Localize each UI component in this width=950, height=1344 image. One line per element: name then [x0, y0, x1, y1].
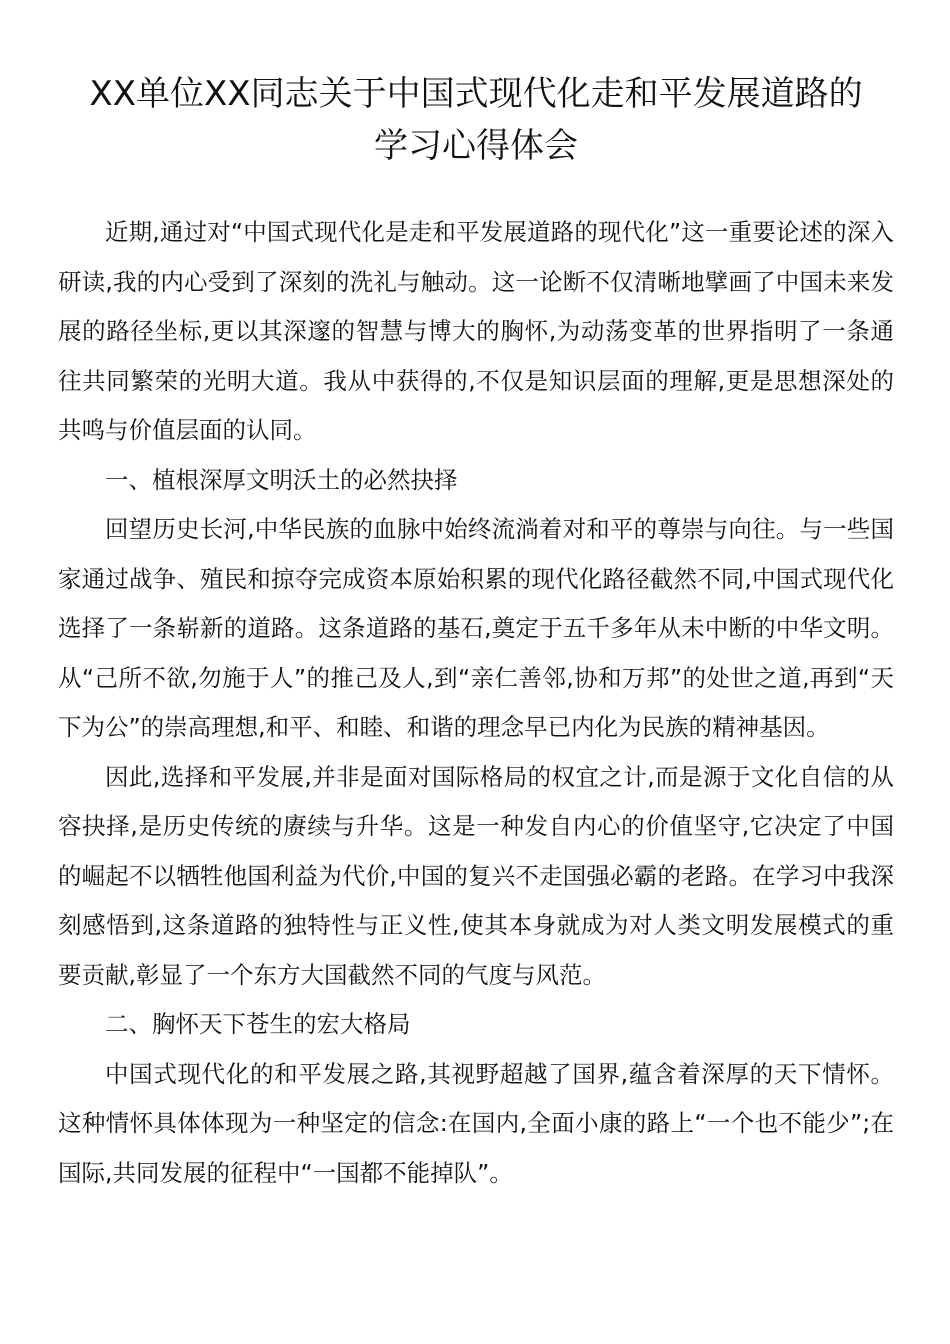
title-line-1: XX单位XX同志关于中国式现代化走和平发展道路的	[89, 74, 863, 114]
paragraph-intro: 近期,通过对“中国式现代化是走和平发展道路的现代化”这一重要论述的深入研读,我的内心受到了深刻的洗礼与触动。这一论断不仅清晰地擘画了中国未来发展的路径坐标,更以其深邃的智慧与博大的胸怀,为动荡变革的世界指明了一条通往共同繁荣的光明大道。我从中获得的,不仅是知识层面的理解,更是思想深处的共鸣与价值层面的认同。	[58, 218, 894, 444]
paragraph-section-1-a: 回望历史长河,中华民族的血脉中始终流淌着对和平的尊崇与向往。与一些国家通过战争、殖民和掠夺完成资本原始积累的现代化路径截然不同,中国式现代化选择了一条崭新的道路。这条道路的基石,奠定于五千多年从未中断的中华文明。从“己所不欲,勿施于人”的推己及人,到“亲仁善邻,协和万邦”的处世之道,再到“天下为公”的崇高理想,和平、和睦、和谐的理念早已内化为民族的精神基因。	[58, 515, 894, 741]
document-title	[58, 68, 894, 172]
section-heading-1: 一、植根深厚文明沃土的必然抉择	[105, 465, 458, 494]
title-line-2: 学习心得体会	[374, 126, 578, 166]
paragraph-section-1-b: 因此,选择和平发展,并非是面对国际格局的权宜之计,而是源于文化自信的从容抉择,是历史传统的赓续与升华。这是一种发自内心的价值坚守,它决定了中国的崛起不以牺牲他国利益为代价,中国的复兴不走国强必霸的老路。在学习中我深刻感悟到,这条道路的独特性与正义性,使其本身就成为对人类文明发展模式的重要贡献,彰显了一个东方大国截然不同的气度与风范。	[58, 762, 894, 989]
document-page	[58, 68, 894, 1198]
paragraph-section-2-a: 中国式现代化的和平发展之路,其视野超越了国界,蕴含着深厚的天下情怀。这种情怀具体体现为一种坚定的信念:在国内,全面小康的路上“一个也不能少”;在国际,共同发展的征程中“一国都不能掉队”。	[58, 1059, 894, 1187]
section-heading-2: 二、胸怀天下苍生的宏大格局	[105, 1010, 411, 1038]
